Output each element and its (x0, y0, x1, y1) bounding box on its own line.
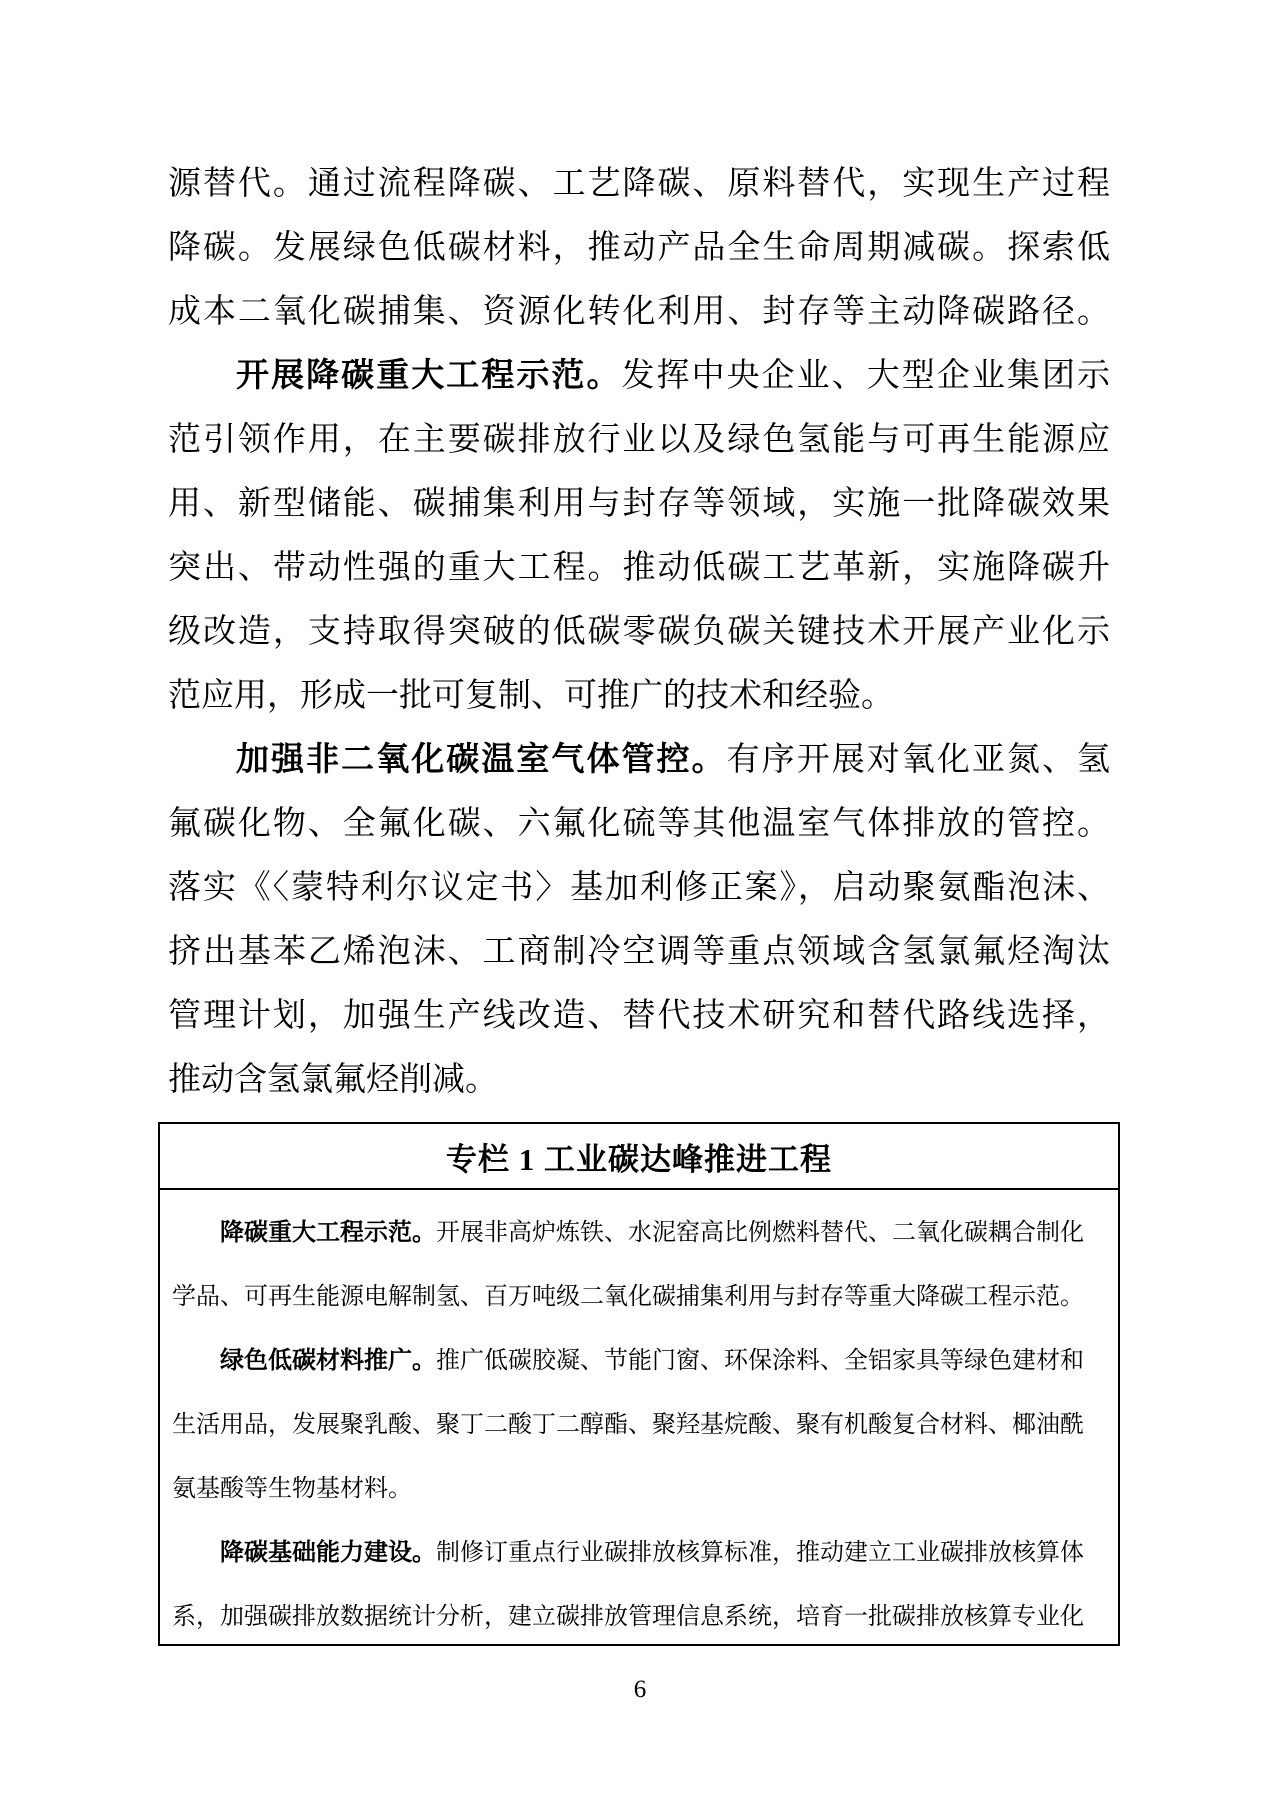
body-text: 开展非高炉炼铁、水泥窑高比例燃料替代、二氧化碳耦合制化 (436, 1220, 1084, 1246)
text-line (168, 216, 1110, 280)
text-line (172, 1393, 1108, 1457)
body-text: 推广低碳胶凝、节能门窗、环保涂料、全铝家具等绿色建材和 (436, 1348, 1084, 1374)
body-text: 降碳。发展绿色低碳材料，推动产品全生命周期减碳。探索低 (168, 230, 1110, 266)
body-text: 生活用品，发展聚乳酸、聚丁二酸丁二醇酯、聚羟基烷酸、聚有机酸复合材料、椰油酰 (172, 1412, 1084, 1438)
text-line (172, 1201, 1108, 1265)
paragraph-indent (168, 769, 234, 770)
text-line (172, 1457, 1108, 1521)
text-line (172, 1329, 1108, 1393)
body-text: 有序开展对氧化亚氮、氢 (726, 742, 1110, 778)
text-line (168, 280, 1110, 344)
text-line (168, 728, 1110, 792)
callout-box-title: 专栏 1 工业碳达峰推进工程 (446, 1141, 832, 1177)
text-line (168, 664, 1110, 728)
body-text: 范应用，形成一批可复制、可推广的技术和经验。 (168, 678, 894, 714)
main-text-block (168, 152, 1110, 1112)
page-number: 6 (633, 1676, 647, 1703)
body-text: 突出、带动性强的重大工程。推动低碳工艺革新，实施降碳升 (168, 550, 1110, 586)
text-line (168, 600, 1110, 664)
text-line (168, 984, 1110, 1048)
body-text: 学品、可再生能源电解制氢、百万吨级二氧化碳捕集利用与封存等重大降碳工程示范。 (172, 1284, 1084, 1310)
text-line (168, 856, 1110, 920)
page-footer (0, 1676, 1280, 1704)
text-line (168, 920, 1110, 984)
body-text: 范引领作用，在主要碳排放行业以及绿色氢能与可再生能源应 (168, 422, 1110, 458)
body-text: 级改造，支持取得突破的低碳零碳负碳关键技术开展产业化示 (168, 614, 1110, 650)
paragraph-indent (172, 1367, 220, 1368)
body-text: 用、新型储能、碳捕集利用与封存等领域，实施一批降碳效果 (168, 486, 1110, 522)
body-text: 制修订重点行业碳排放核算标准，推动建立工业碳排放核算体 (436, 1540, 1084, 1566)
bold-lead-text: 加强非二氧化碳温室气体管控。 (234, 742, 727, 778)
text-line (168, 344, 1110, 408)
body-text: 氟碳化物、全氟化碳、六氟化硫等其他温室气体排放的管控。 (168, 806, 1110, 842)
body-text: 氨基酸等生物基材料。 (172, 1476, 412, 1502)
body-text: 挤出基苯乙烯泡沫、工商制冷空调等重点领域含氢氯氟烃淘汰 (168, 934, 1110, 970)
bold-lead-text: 绿色低碳材料推广。 (220, 1348, 436, 1374)
text-line (168, 1048, 1110, 1112)
callout-box (158, 1122, 1120, 1646)
body-text: 成本二氧化碳捕集、资源化转化利用、封存等主动降碳路径。 (168, 294, 1110, 330)
text-line (172, 1521, 1108, 1585)
paragraph-indent (172, 1559, 220, 1560)
text-line (168, 408, 1110, 472)
paragraph-indent (168, 385, 234, 386)
bold-lead-text: 降碳重大工程示范。 (220, 1220, 436, 1246)
text-line (168, 536, 1110, 600)
bold-lead-text: 开展降碳重大工程示范。 (234, 358, 622, 394)
body-text: 落实《〈蒙特利尔议定书〉基加利修正案》，启动聚氨酯泡沫、 (168, 870, 1110, 906)
callout-box-title-row (160, 1124, 1118, 1190)
body-text: 源替代。通过流程降碳、工艺降碳、原料替代，实现生产过程 (168, 166, 1110, 202)
body-text: 管理计划，加强生产线改造、替代技术研究和替代路线选择， (168, 998, 1110, 1034)
paragraph-indent (172, 1239, 220, 1240)
text-line (172, 1265, 1108, 1329)
text-line (168, 152, 1110, 216)
text-line (168, 472, 1110, 536)
bold-lead-text: 降碳基础能力建设。 (220, 1540, 436, 1566)
body-text: 系，加强碳排放数据统计分析，建立碳排放管理信息系统，培育一批碳排放核算专业化 (172, 1604, 1084, 1630)
text-line (172, 1585, 1108, 1649)
body-text: 发挥中央企业、大型企业集团示 (621, 358, 1110, 394)
callout-box-body (160, 1190, 1118, 1649)
body-text: 推动含氢氯氟烃削减。 (168, 1062, 498, 1098)
text-line (168, 792, 1110, 856)
